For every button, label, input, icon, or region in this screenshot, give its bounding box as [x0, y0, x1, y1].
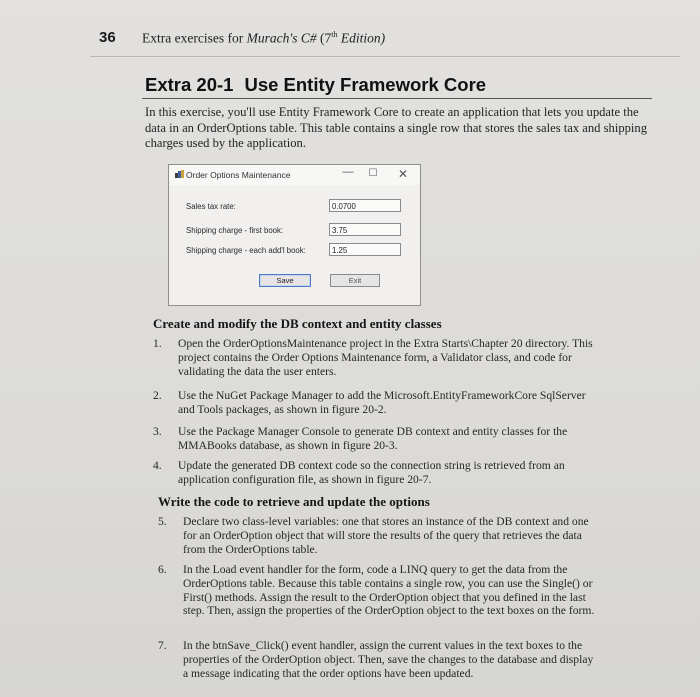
list-item: [153, 337, 593, 378]
item-text: Update the generated DB context code so the connection string is retrieved from an application configuration file, as shown in figure 20-7.: [178, 459, 565, 486]
running-head-paren: (7: [316, 30, 332, 46]
item-text: Open the OrderOptionsMaintenance project in the Extra Starts\Chapter 20 directory. This project contains the Order Options Maintenance form, a Validator class, and code for validating the data the user enters.: [178, 337, 593, 378]
running-head-prefix: Extra exercises for: [142, 30, 247, 46]
list-item: [158, 563, 598, 618]
list-item: [158, 639, 598, 680]
running-head-sup: th: [331, 30, 338, 39]
running-head: [142, 30, 385, 47]
addl-book-label: Shipping charge - each add'l book:: [186, 246, 306, 255]
list-item: [153, 459, 593, 487]
section-heading-1: Create and modify the DB context and entity classes: [153, 316, 442, 331]
window-title-bar[interactable]: [169, 165, 420, 185]
section-heading-2: Write the code to retrieve and update the options: [158, 494, 430, 509]
item-text: In the Load event handler for the form, code a LINQ query to get the data from the OrderOptions table. Because this table contains a single row, you can use the Single() or First() methods. Assign the result to the OrderOption object that you defined in the last step. Then, assign the properties of the OrderOption object to the text boxes on the form.: [183, 563, 595, 618]
running-head-book: Murach's C#: [246, 30, 317, 46]
order-options-window: [168, 164, 421, 306]
maximize-icon[interactable]: ☐: [368, 168, 378, 179]
list-item: [158, 515, 598, 556]
item-number: 6.: [158, 563, 167, 576]
exercise-number: Extra 20-1: [145, 74, 234, 95]
title-rule: [142, 98, 652, 99]
item-text: Use the NuGet Package Manager to add the Microsoft.EntityFrameworkCore SqlServer and Tools packages, as shown in figure 20-2.: [178, 389, 586, 416]
exercise-title: [145, 74, 486, 96]
list-item: [153, 425, 593, 453]
intro-paragraph: In this exercise, you'll use Entity Framework Core to create an application that lets you update the data in an OrderOptions table. This table contains a single row that stores the sales tax and shipping charges used by the application.: [145, 105, 648, 150]
exercise-title-text: Use Entity Framework Core: [244, 74, 487, 95]
sales-tax-label: Sales tax rate:: [186, 202, 236, 211]
sales-tax-input[interactable]: 0.0700: [329, 199, 401, 212]
window-title: Order Options Maintenance: [186, 170, 291, 180]
item-text: Declare two class-level variables: one that stores an instance of the DB context and one for an OrderOption object that will store the results of the query that retrieves the data from the OrderOptions table.: [183, 515, 589, 556]
addl-book-input[interactable]: 1.25: [329, 243, 401, 256]
list-item: [153, 389, 593, 417]
first-book-label: Shipping charge - first book:: [186, 226, 284, 235]
running-head-suffix: Edition): [337, 30, 386, 46]
close-icon[interactable]: ✕: [397, 167, 409, 181]
exit-button[interactable]: Exit: [330, 274, 380, 287]
app-icon: [175, 170, 184, 178]
item-number: 3.: [153, 425, 162, 438]
item-number: 7.: [158, 639, 167, 652]
item-number: 4.: [153, 459, 162, 472]
item-text: In the btnSave_Click() event handler, assign the current values in the text boxes to the properties of the OrderOption object. Then, save the changes to the database and display a message indicating that the order options have been updated.: [183, 639, 594, 680]
header-rule: [90, 56, 680, 57]
item-number: 1.: [153, 337, 162, 350]
item-number: 2.: [153, 389, 162, 402]
minimize-icon[interactable]: —: [342, 166, 354, 178]
save-button[interactable]: Save: [259, 274, 311, 287]
item-text: Use the Package Manager Console to generate DB context and entity classes for the MMABooks database, as shown in figure 20-3.: [178, 425, 568, 452]
page-number: 36: [99, 29, 116, 46]
first-book-input[interactable]: 3.75: [329, 223, 401, 236]
item-number: 5.: [158, 515, 167, 528]
